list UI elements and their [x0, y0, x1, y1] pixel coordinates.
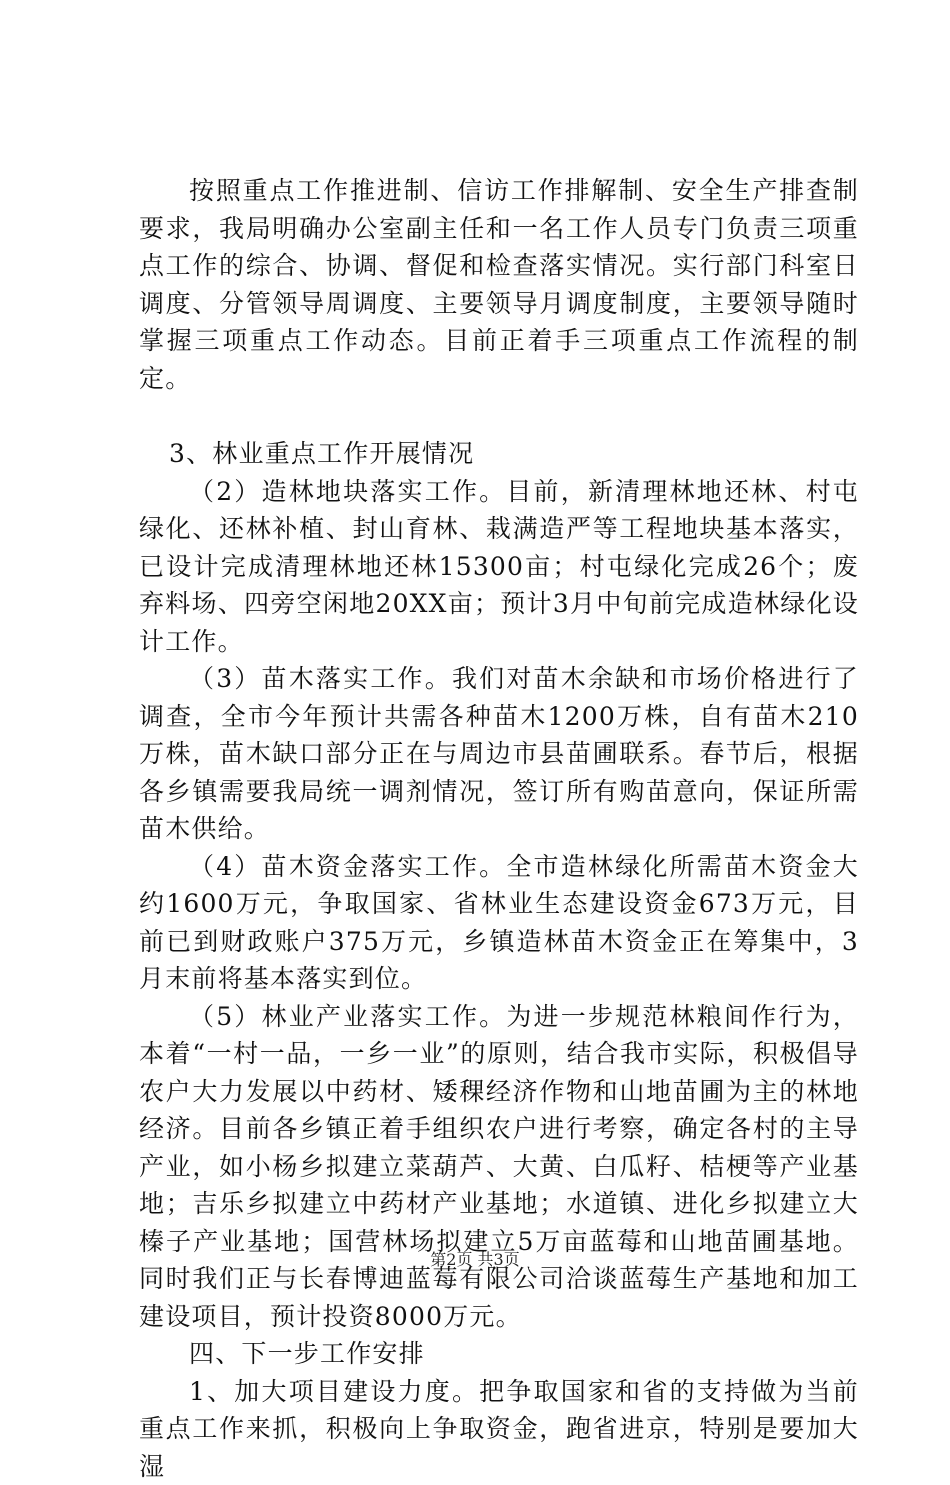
- section-heading-next-steps: 四、下一步工作安排: [139, 1335, 859, 1373]
- paragraph-seedling-supply: （3）苗木落实工作。我们对苗木余缺和市场价格进行了调查，全市今年预计共需各种苗木1200万株，自有苗木210万株，苗木缺口部分正在与周边市县苗圃联系。春节后，根据各乡镇需要我局统一调剂情况，签订所有购苗意向，保证所需苗木供给。: [139, 660, 859, 848]
- page-number-footer: 第2页 共3页: [0, 1247, 950, 1270]
- paragraph-forestry-industry: （5）林业产业落实工作。为进一步规范林粮间作行为，本着“一村一品，一乡一业”的原则，结合我市实际，积极倡导农户大力发展以中药材、矮稞经济作物和山地苗圃为主的林地经济。目前各乡镇正着手组织农户进行考察，确定各村的主导产业，如小杨乡拟建立菜葫芦、大黄、白瓜籽、桔梗等产业基地；吉乐乡拟建立中药材产业基地；水道镇、进化乡拟建立大榛子产业基地；国营林场拟建立5万亩蓝莓和山地苗圃基地。同时我们正与长春博迪蓝莓有限公司洽谈蓝莓生产基地和加工建设项目，预计投资8000万元。: [139, 998, 859, 1336]
- paragraph-key-work-mechanism: 按照重点工作推进制、信访工作排解制、安全生产排查制要求，我局明确办公室副主任和一名工作人员专门负责三项重点工作的综合、协调、督促和检查落实情况。实行部门科室日调度、分管领导周调度、主要领导月调度制度，主要领导随时掌握三项重点工作动态。目前正着手三项重点工作流程的制定。: [139, 172, 859, 397]
- section-heading-forestry-work: 3、林业重点工作开展情况: [139, 435, 859, 473]
- document-body: [139, 172, 859, 1485]
- paragraph-project-construction: 1、加大项目建设力度。把争取国家和省的支持做为当前重点工作来抓，积极向上争取资金，跑省进京，特别是要加大湿: [139, 1373, 859, 1485]
- paragraph-afforestation-plots: （2）造林地块落实工作。目前，新清理林地还林、村屯绿化、还林补植、封山育林、栽满造严等工程地块基本落实，已设计完成清理林地还林15300亩；村屯绿化完成26个；废弃料场、四旁空闲地20XX亩；预计3月中旬前完成造林绿化设计工作。: [139, 473, 859, 661]
- paragraph-seedling-funds: （4）苗木资金落实工作。全市造林绿化所需苗木资金大约1600万元，争取国家、省林业生态建设资金673万元，目前已到财政账户375万元，乡镇造林苗木资金正在筹集中，3月末前将基本落实到位。: [139, 848, 859, 998]
